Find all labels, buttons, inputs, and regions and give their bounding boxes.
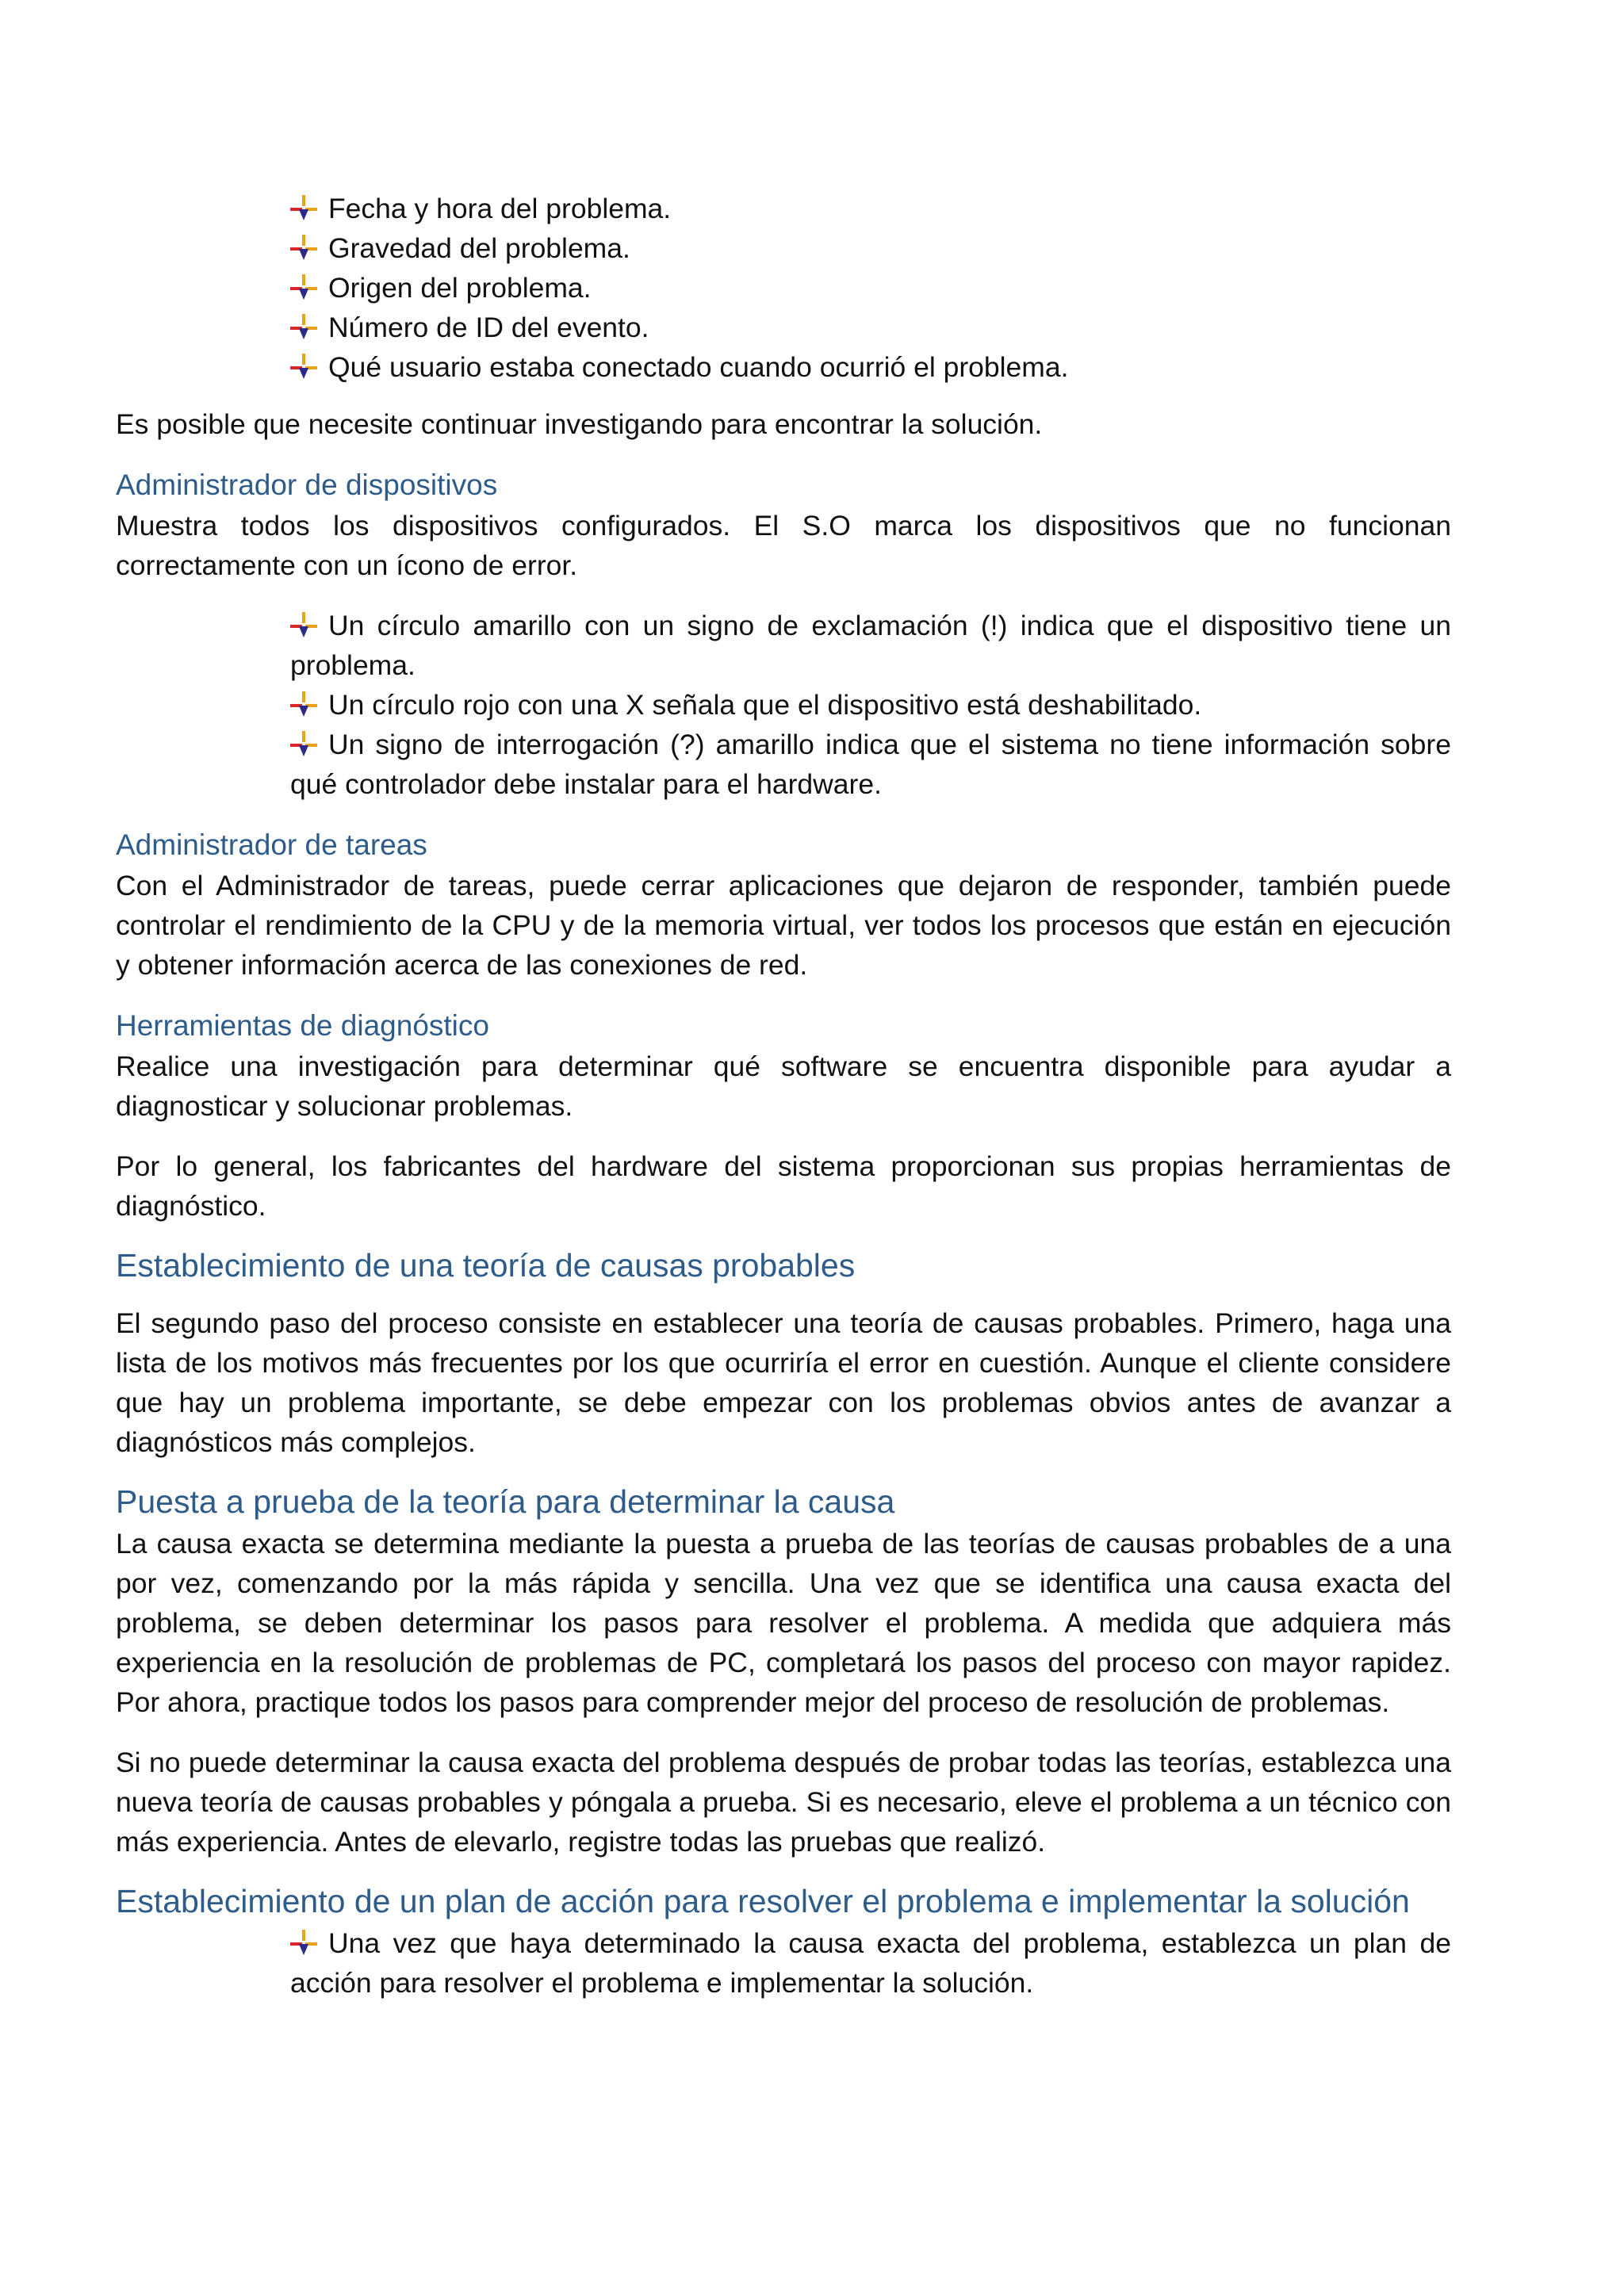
list-item-text: Origen del problema. bbox=[328, 272, 592, 304]
list-item bbox=[290, 347, 1451, 387]
diagnostic-tools-text-2: Por lo general, los fabricantes del hardware del sistema proporcionan sus propias herramientas de diagnóstico. bbox=[116, 1150, 1451, 1222]
list-item-text: Fecha y hora del problema. bbox=[328, 193, 672, 224]
list-item-text: Un signo de interrogación (?) amarillo indica que el sistema no tiene información sobre qué controlador debe instalar para el hardware. bbox=[290, 729, 1451, 800]
device-manager-list bbox=[290, 606, 1451, 804]
device-manager-text: Muestra todos los dispositivos configurados. El S.O marca los dispositivos que no funcionan correctamente con un ícono de error. bbox=[116, 510, 1451, 581]
list-item bbox=[290, 268, 1451, 308]
list-item bbox=[290, 725, 1451, 804]
test-text-1: La causa exacta se determina mediante la puesta a prueba de las teorías de causas probables de a una por vez, comenzando por la más rápida y sencilla. Una vez que se identifica una causa exacta del problema, se deben determinar los pasos para resolver el problema. A medida que adquiera más experiencia en la resolución de problemas de PC, completará los pasos del proceso con mayor rapidez. Por ahora, practique todos los pasos para comprender mejor del proceso de resolución de problemas. bbox=[116, 1528, 1451, 1718]
list-item-text: Un círculo rojo con una X señala que el dispositivo está deshabilitado. bbox=[328, 689, 1202, 721]
arrow-bullet-icon bbox=[290, 612, 317, 639]
list-item bbox=[290, 189, 1451, 228]
document-page bbox=[116, 189, 1451, 2003]
theory-heading: Establecimiento de una teoría de causas probables bbox=[116, 1247, 856, 1284]
theory-text: El segundo paso del proceso consiste en establecer una teoría de causas probables. Primero, haga una lista de los motivos más frecuentes por los que ocurriría el error en cuestión. Aunque el cliente considere que hay un problema importante, se debe empezar con los problemas obvios antes de avanzar a diagnósticos más complejos. bbox=[116, 1307, 1451, 1458]
arrow-bullet-icon bbox=[290, 235, 317, 262]
task-manager-heading: Administrador de tareas bbox=[116, 828, 427, 861]
plan-list bbox=[290, 1923, 1451, 2003]
device-manager-heading: Administrador de dispositivos bbox=[116, 469, 498, 501]
diagnostic-tools-text-1: Realice una investigación para determinar qué software se encuentra disponible para ayudar a diagnosticar y solucionar problemas. bbox=[116, 1050, 1451, 1122]
diagnostic-tools-heading: Herramientas de diagnóstico bbox=[116, 1009, 489, 1042]
arrow-bullet-icon bbox=[290, 195, 317, 222]
task-manager-text: Con el Administrador de tareas, puede cerrar aplicaciones que dejaron de responder, también puede controlar el rendimiento de la CPU y de la memoria virtual, ver todos los procesos que están en ejecución y obtener información acerca de las conexiones de red. bbox=[116, 870, 1451, 981]
arrow-bullet-icon bbox=[290, 354, 317, 381]
arrow-bullet-icon bbox=[290, 691, 317, 718]
test-heading: Puesta a prueba de la teoría para determinar la causa bbox=[116, 1483, 895, 1520]
list-item bbox=[290, 228, 1451, 268]
list-item bbox=[290, 1923, 1451, 2003]
arrow-bullet-icon bbox=[290, 731, 317, 758]
event-info-list bbox=[290, 189, 1451, 387]
list-item bbox=[290, 685, 1451, 725]
arrow-bullet-icon bbox=[290, 274, 317, 301]
test-text-2: Si no puede determinar la causa exacta del problema después de probar todas las teorías, establezca una nueva teoría de causas probables y póngala a prueba. Si es necesario, eleve el problema a un técnico con más experiencia. Antes de elevarlo, registre todas las pruebas que realizó. bbox=[116, 1747, 1451, 1858]
list-item-text: Número de ID del evento. bbox=[328, 312, 649, 343]
plan-heading: Establecimiento de un plan de acción para resolver el problema e implementar la solución bbox=[116, 1883, 1410, 1919]
list-item-text: Gravedad del problema. bbox=[328, 232, 630, 264]
list-item-text: Una vez que haya determinado la causa exacta del problema, establezca un plan de acción para resolver el problema e implementar la solución. bbox=[290, 1927, 1451, 1999]
arrow-bullet-icon bbox=[290, 314, 317, 341]
intro-paragraph: Es posible que necesite continuar investigando para encontrar la solución. bbox=[116, 408, 1043, 440]
list-item bbox=[290, 308, 1451, 347]
list-item bbox=[290, 606, 1451, 685]
list-item-text: Un círculo amarillo con un signo de exclamación (!) indica que el dispositivo tiene un problema. bbox=[290, 610, 1451, 681]
list-item-text: Qué usuario estaba conectado cuando ocurrió el problema. bbox=[328, 351, 1069, 383]
arrow-bullet-icon bbox=[290, 1930, 317, 1957]
